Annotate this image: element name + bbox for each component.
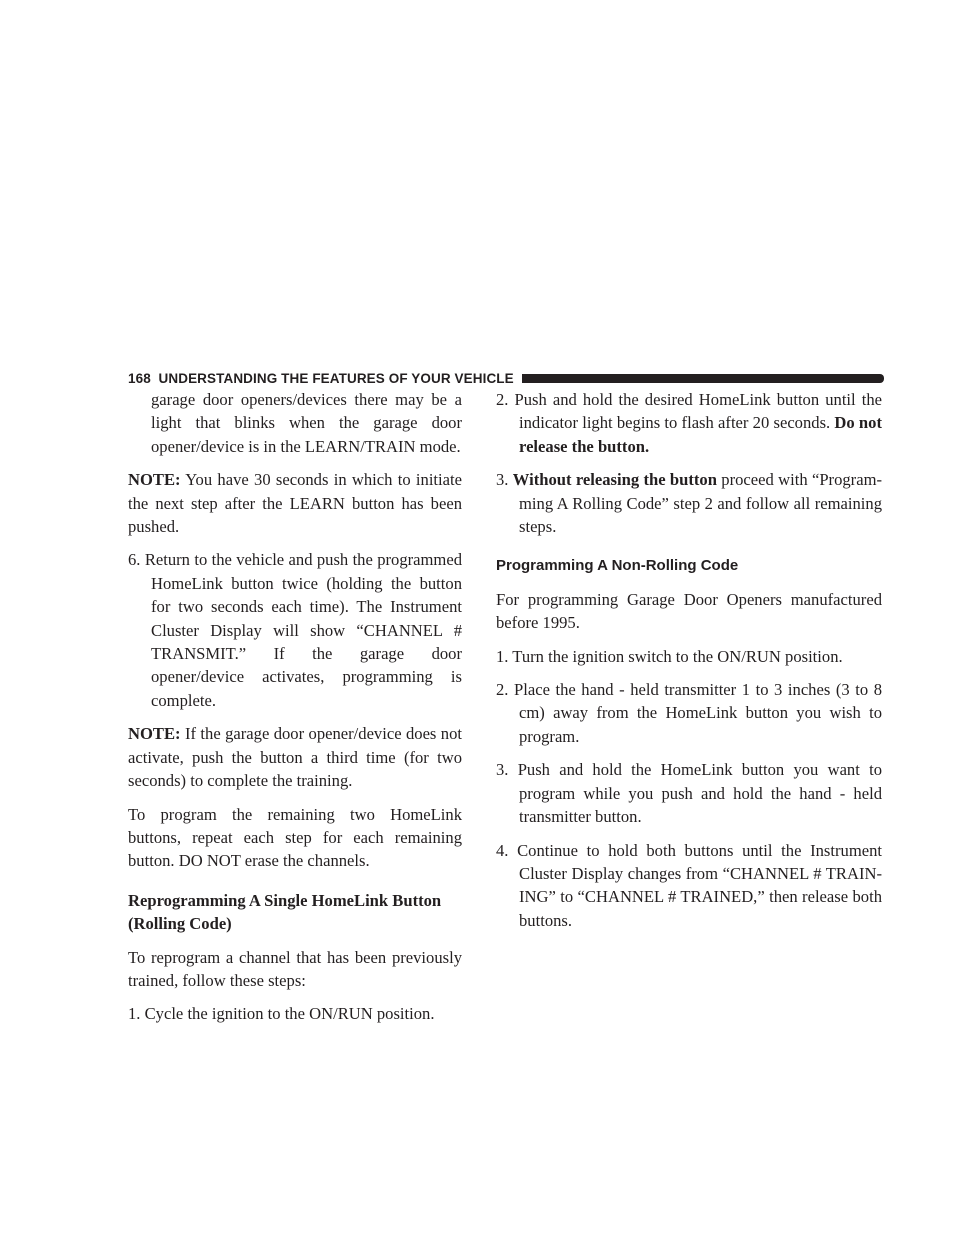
non-rolling-step-3: 3. Push and hold the HomeLink button you want to program while you push and hold the hand - held transmitter button. bbox=[496, 760, 882, 827]
page-number: 168 bbox=[128, 370, 151, 386]
reprogram-intro-paragraph: To reprogram a channel that has been previously trained, follow these steps: bbox=[128, 947, 462, 990]
reprogram-step-2 bbox=[496, 388, 882, 458]
non-rolling-code-heading: Programming A Non-Rolling Code bbox=[496, 557, 739, 575]
header-text bbox=[128, 371, 522, 386]
step-2-bold: Do not release the button. bbox=[519, 413, 882, 456]
continued-paragraph: garage door openers/devices there may be a light that blinks when the garage door opener/device is in the LEARN/TRAIN mode. bbox=[151, 390, 462, 456]
note-paragraph bbox=[128, 468, 462, 538]
reprogramming-subheading: Reprogramming A Single HomeLink Button (Rolling Code) bbox=[128, 890, 442, 934]
note-text: You have 30 seconds in which to initiate the next step after the LEARN button has been pushed. bbox=[128, 470, 462, 537]
step-3-number: 3. bbox=[496, 470, 509, 490]
step-3-text: proceed with “Program-ming A Rolling Code” step 2 and follow all remaining steps. bbox=[519, 470, 883, 537]
step-6: 6. Return to the vehicle and push the programmed HomeLink button twice (holding the button for two seconds each time). The Instrument Cluster Display will show “CHANNEL # TRANSMIT.” If the garage door opener/device activates, programming is complete. bbox=[128, 550, 462, 710]
note-text-2: If the garage door opener/device does not activate, push the button a third time (for two seconds) to complete the training. bbox=[128, 724, 462, 791]
reprogram-step-1: 1. Cycle the ignition to the ON/RUN position. bbox=[128, 1004, 435, 1024]
program-remaining-paragraph: To program the remaining two HomeLink buttons, repeat each step for each remaining button. DO NOT erase the channels. bbox=[128, 804, 462, 871]
page-header bbox=[128, 368, 884, 388]
non-rolling-step-4: 4. Continue to hold both buttons until the Instrument Cluster Display changes from “CHANNEL # TRAIN-ING” to “CHANNEL # TRAINED,” then release both buttons. bbox=[496, 840, 882, 930]
non-rolling-step-1: 1. Turn the ignition switch to the ON/RUN position. bbox=[496, 646, 843, 666]
note-paragraph-2 bbox=[128, 722, 462, 792]
reprogram-step-3 bbox=[496, 468, 882, 538]
header-rule bbox=[522, 374, 884, 383]
non-rolling-step-2: 2. Place the hand - held transmitter 1 to 3 inches (3 to 8 cm) away from the HomeLink button you wish to program. bbox=[496, 680, 882, 746]
step-3-bold: Without releasing the button bbox=[512, 470, 717, 490]
note-label-2: NOTE: bbox=[128, 724, 181, 744]
header-title: UNDERSTANDING THE FEATURES OF YOUR VEHICLE bbox=[158, 370, 514, 386]
non-rolling-intro: For programming Garage Door Openers manufactured before 1995. bbox=[496, 589, 882, 633]
right-column bbox=[496, 388, 882, 942]
step-2-text: 2. Push and hold the desired HomeLink button until the indicator light begins to flash after 20 seconds. bbox=[496, 390, 882, 433]
note-label: NOTE: bbox=[128, 470, 181, 490]
left-column bbox=[128, 388, 462, 1036]
